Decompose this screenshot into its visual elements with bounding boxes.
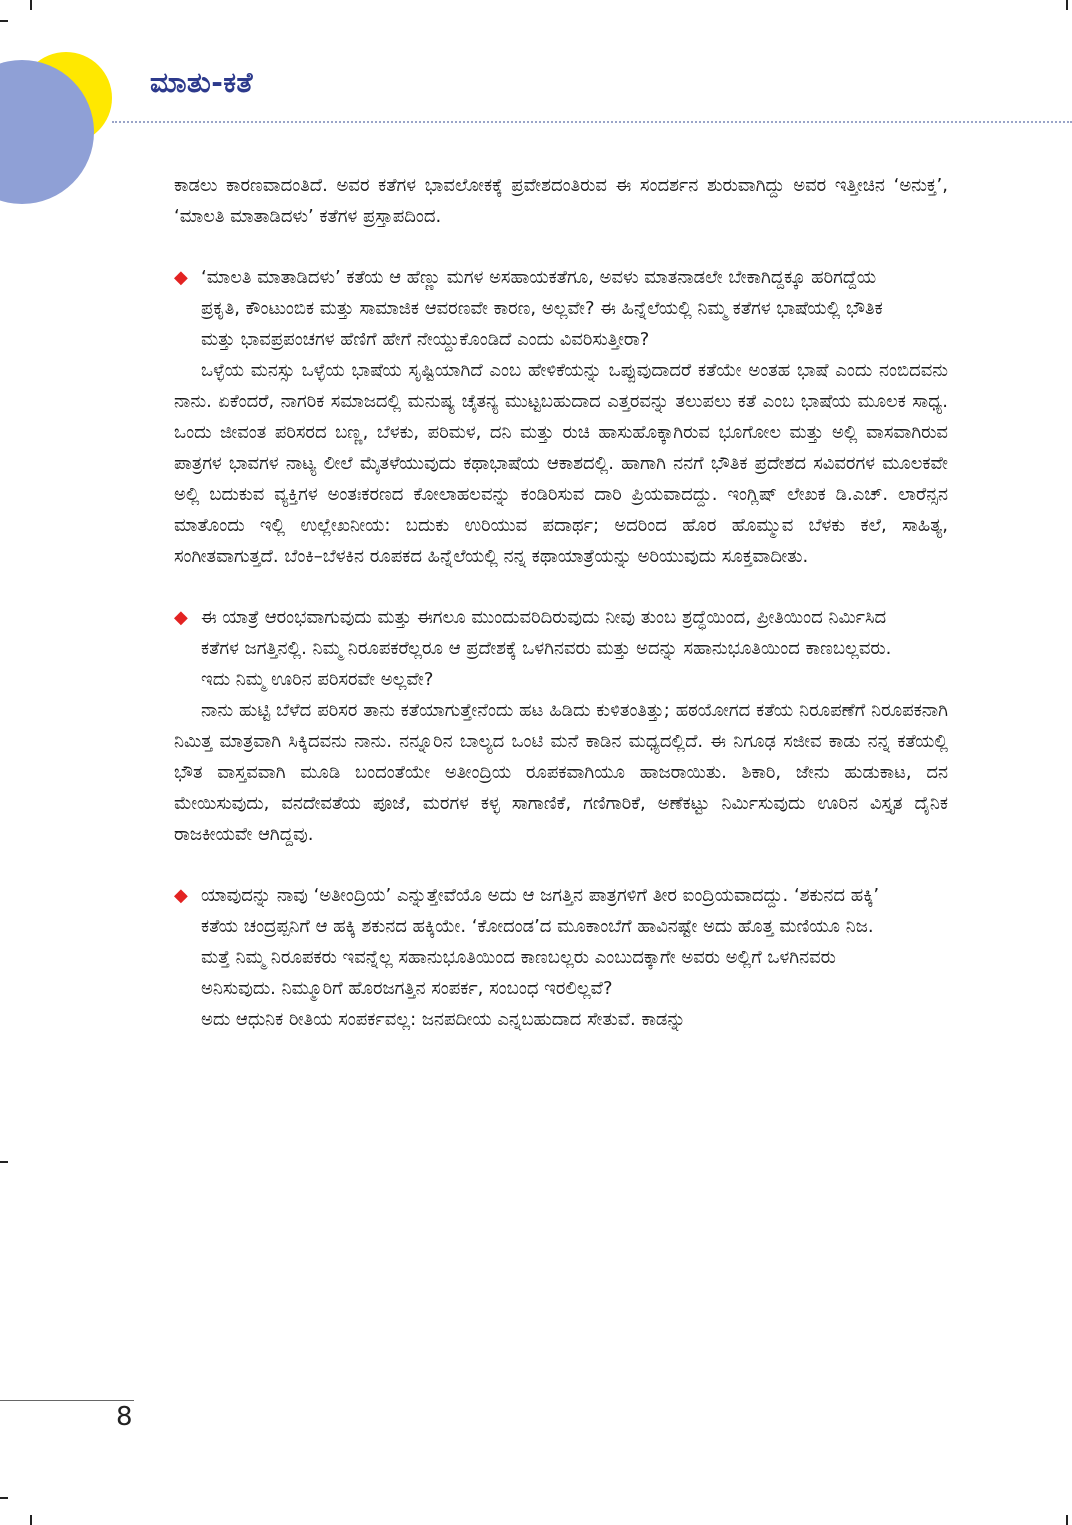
answer-paragraph: ಅದು ಆಧುನಿಕ ರೀತಿಯ ಸಂಪರ್ಕವಲ್ಲ: ಜನಪದೀಯ ಎನ್ನಬಹುದಾದ ಸೇತುವೆ. ಕಾಡನ್ನು: [201, 1009, 686, 1030]
crop-mark: [1066, 0, 1068, 10]
question-text: ‘ಮಾಲತಿ ಮಾತಾಡಿದಳು’ ಕತೆಯ ಆ ಹೆಣ್ಣು ಮಗಳ ಅಸಹಾಯಕತೆಗೂ, ಅವಳು ಮಾತನಾಡಲೇ ಬೇಕಾಗಿದ್ದಕ್ಕೂ ಹರಿಗದ್ದೆಯ ಪ್ರಕೃತಿ, ಕೌಂಟುಂಬಿಕ ಮತ್ತು ಸಾಮಾಜಿಕ ಆವರಣವೇ ಕಾರಣ, ಅಲ್ಲವೇ? ಈ ಹಿನ್ನೆಲೆಯಲ್ಲಿ ನಿಮ್ಮ ಕತೆಗಳ ಭಾಷೆಯಲ್ಲಿ ಭೌತಿಕ ಮತ್ತು ಭಾವಪ್ರಪಂಚಗಳ ಹೆಣಿಗೆ ಹೇಗೆ ನೇಯ್ದುಕೊಂಡಿದೆ ಎಂದು ವಿವರಿಸುತ್ತೀರಾ?: [201, 267, 883, 350]
answer-paragraph: ಒಳ್ಳೆಯ ಮನಸ್ಸು ಒಳ್ಳೆಯ ಭಾಷೆಯ ಸೃಷ್ಟಿಯಾಗಿದೆ ಎಂಬ ಹೇಳಿಕೆಯನ್ನು ಒಪ್ಪುವುದಾದರೆ ಕತೆಯೇ ಅಂತಹ ಭಾಷೆ ಎಂದು ನಂಬಿದವನು ನಾನು. ಏಕೆಂದರೆ, ನಾಗರಿಕ ಸಮಾಜದಲ್ಲಿ ಮನುಷ್ಯ ಚೈತನ್ಯ ಮುಟ್ಟಬಹುದಾದ ಎತ್ತರವನ್ನು ತಲುಪಲು ಕತೆ ಎಂಬ ಭಾಷೆಯ ಮೂಲಕ ಸಾಧ್ಯ. ಒಂದು ಜೀವಂತ ಪರಿಸರದ ಬಣ್ಣ, ಬೆಳಕು, ಪರಿಮಳ, ದನಿ ಮತ್ತು ರುಚಿ ಹಾಸುಹೊಕ್ಕಾಗಿರುವ ಭೂಗೋಲ ಮತ್ತು ಅಲ್ಲಿ ವಾಸವಾಗಿರುವ ಪಾತ್ರಗಳ ಭಾವಗಳ ನಾಟ್ಯ ಲೀಲೆ ಮೈತಳೆಯುವುದು ಕಥಾಭಾಷೆಯ ಆಕಾಶದಲ್ಲಿ. ಹಾಗಾಗಿ ನನಗೆ ಭೌತಿಕ ಪ್ರದೇಶದ ಸವಿವರಗಳ ಮೂಲಕವೇ ಅಲ್ಲಿ ಬದುಕುವ ವ್ಯಕ್ತಿಗಳ ಅಂತಃಕರಣದ ಕೋಲಾಹಲವನ್ನು ಕಂಡಿರಿಸುವ ದಾರಿ ಪ್ರಿಯವಾದದ್ದು. ಇಂಗ್ಲಿಷ್ ಲೇಖಕ ಡಿ.ಎಚ್. ಲಾರೆನ್ಸನ ಮಾತೊಂದು ಇಲ್ಲಿ ಉಲ್ಲೇಖನೀಯ: ಬದುಕು ಉರಿಯುವ ಪದಾರ್ಥ; ಅದರಿಂದ ಹೊರ ಹೊಮ್ಮುವ ಬೆಳಕು ಕಲೆ, ಸಾಹಿತ್ಯ, ಸಂಗೀತವಾಗುತ್ತದೆ. ಬೆಂಕಿ–ಬೆಳಕಿನ ರೂಪಕದ ಹಿನ್ನೆಲೆಯಲ್ಲಿ ನನ್ನ ಕಥಾಯಾತ್ರೆಯನ್ನು ಅರಿಯುವುದು ಸೂಕ್ತವಾದೀತು.: [174, 360, 948, 567]
diamond-bullet-icon: ◆: [174, 267, 188, 288]
crop-mark: [30, 1515, 32, 1525]
crop-mark: [0, 1497, 8, 1499]
footer-rule: [0, 1400, 134, 1401]
question-text: ಯಾವುದನ್ನು ನಾವು ‘ಅತೀಂದ್ರಿಯ’ ಎನ್ನುತ್ತೇವೆಯೊ ಅದು ಆ ಜಗತ್ತಿನ ಪಾತ್ರಗಳಿಗೆ ತೀರ ಐಂದ್ರಿಯವಾದದ್ದು. ‘ಶಕುನದ ಹಕ್ಕಿ’ ಕತೆಯ ಚಂದ್ರಪ್ಪನಿಗೆ ಆ ಹಕ್ಕಿ ಶಕುನದ ಹಕ್ಕಿಯೇ. ‘ಕೋದಂಡ’ದ ಮೂಕಾಂಬೆಗೆ ಹಾವಿನಷ್ಟೇ ಅದು ಹೊತ್ತ ಮಣಿಯೂ ನಿಜ. ಮತ್ತೆ ನಿಮ್ಮ ನಿರೂಪಕರು ಇವನ್ನೆಲ್ಲ ಸಹಾನುಭೂತಿಯಿಂದ ಕಾಣಬಲ್ಲರು ಎಂಬುದಕ್ಕಾಗೇ ಅವರು ಅಲ್ಲಿಗೆ ಒಳಗಿನವರು ಅನಿಸುವುದು. ನಿಮ್ಮೂರಿಗೆ ಹೊರಜಗತ್ತಿನ ಸಂಪರ್ಕ, ಸಂಬಂಧ ಇರಲಿಲ್ಲವೆ?: [201, 885, 880, 999]
diamond-bullet-icon: ◆: [174, 885, 188, 906]
question-text: ಈ ಯಾತ್ರೆ ಆರಂಭವಾಗುವುದು ಮತ್ತು ಈಗಲೂ ಮುಂದುವರಿದಿರುವುದು ನೀವು ತುಂಬ ಶ್ರದ್ಧೆಯಿಂದ, ಪ್ರೀತಿಯಿಂದ ನಿರ್ಮಿಸಿದ ಕತೆಗಳ ಜಗತ್ತಿನಲ್ಲಿ. ನಿಮ್ಮ ನಿರೂಪಕರೆಲ್ಲರೂ ಆ ಪ್ರದೇಶಕ್ಕೆ ಒಳಗಿನವರು ಮತ್ತು ಅದನ್ನು ಸಹಾನುಭೂತಿಯಿಂದ ಕಾಣಬಲ್ಲವರು. ಇದು ನಿಮ್ಮ ಊರಿನ ಪರಿಸರವೇ ಅಲ್ಲವೇ?: [201, 607, 892, 690]
article-body: [174, 170, 948, 1035]
crop-mark: [0, 1161, 8, 1163]
interview-question: [174, 262, 948, 355]
diamond-bullet-icon: ◆: [174, 607, 188, 628]
crop-mark: [0, 20, 8, 22]
interview-question: [174, 880, 948, 1004]
answer-paragraph: ನಾನು ಹುಟ್ಟಿ ಬೆಳೆದ ಪರಿಸರ ತಾನು ಕತೆಯಾಗುತ್ತೇನೆಂದು ಹಟ ಹಿಡಿದು ಕುಳಿತಂತಿತ್ತು; ಹಠಯೋಗದ ಕತೆಯ ನಿರೂಪಣೆಗೆ ನಿರೂಪಕನಾಗಿ ನಿಮಿತ್ತ ಮಾತ್ರವಾಗಿ ಸಿಕ್ಕಿದವನು ನಾನು. ನನ್ನೂರಿನ ಬಾಲ್ಯದ ಒಂಟಿ ಮನೆ ಕಾಡಿನ ಮಧ್ಯದಲ್ಲಿದೆ. ಈ ನಿಗೂಢ ಸಜೀವ ಕಾಡು ನನ್ನ ಕತೆಯಲ್ಲಿ ಭೌತ ವಾಸ್ತವವಾಗಿ ಮೂಡಿ ಬಂದಂತೆಯೇ ಅತೀಂದ್ರಿಯ ರೂಪಕವಾಗಿಯೂ ಹಾಜರಾಯಿತು. ಶಿಕಾರಿ, ಜೇನು ಹುಡುಕಾಟ, ದನ ಮೇಯಿಸುವುದು, ವನದೇವತೆಯ ಪೂಜೆ, ಮರಗಳ ಕಳ್ಳ ಸಾಗಾಣಿಕೆ, ಗಣಿಗಾರಿಕೆ, ಅಣೆಕಟ್ಟು ನಿರ್ಮಿಸುವುದು ಊರಿನ ವಿಸ್ತೃತ ದೈನಿಕ ರಾಜಕೀಯವೇ ಆಗಿದ್ದವು.: [174, 700, 948, 845]
section-title: ಮಾತು-ಕತೆ: [150, 66, 253, 99]
crop-mark: [1066, 1515, 1068, 1525]
header-dotted-rule: [112, 121, 1072, 123]
body-paragraph: ಕಾಡಲು ಕಾರಣವಾದಂತಿದೆ. ಅವರ ಕತೆಗಳ ಭಾವಲೋಕಕ್ಕೆ ಪ್ರವೇಶದಂತಿರುವ ಈ ಸಂದರ್ಶನ ಶುರುವಾಗಿದ್ದು ಅವರ ಇತ್ತೀಚಿನ ‘ಅನುಕ್ತ’, ‘ಮಾಲತಿ ಮಾತಾಡಿದಳು’ ಕತೆಗಳ ಪ್ರಸ್ತಾಪದಿಂದ.: [174, 175, 948, 227]
interview-question: [174, 602, 948, 695]
crop-mark: [30, 0, 32, 10]
page-number: 8: [116, 1402, 133, 1432]
